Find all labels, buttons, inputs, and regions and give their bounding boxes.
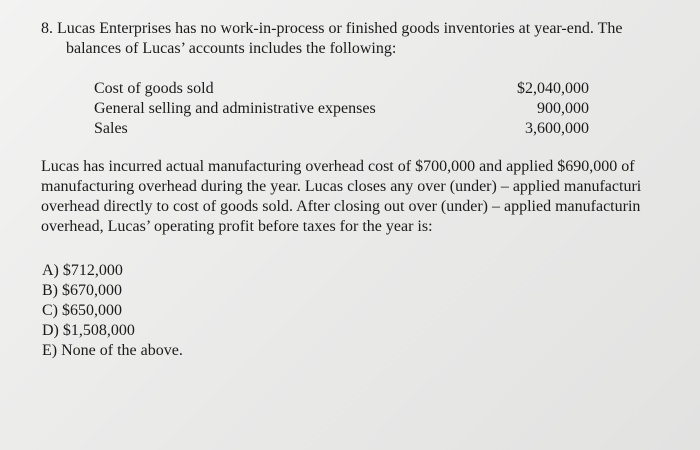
- account-value: 3,600,000: [525, 120, 589, 137]
- question-line-1: 8. Lucas Enterprises has no work-in-process or finished goods inventories at year-end. The: [41, 20, 623, 37]
- account-label: Cost of goods sold: [94, 80, 214, 97]
- option-b: B) $670,000: [42, 282, 122, 299]
- option-d: D) $1,508,000: [42, 322, 135, 339]
- option-a: A) $712,000: [42, 262, 123, 279]
- option-c: C) $650,000: [42, 302, 122, 319]
- account-label: Sales: [94, 120, 128, 137]
- paragraph-line: overhead, Lucas’ operating profit before taxes for the year is:: [41, 218, 433, 235]
- account-value: $2,040,000: [517, 80, 589, 97]
- option-e: E) None of the above.: [42, 342, 183, 359]
- paragraph-line: overhead directly to cost of goods sold. After closing out over (under) – applied manufacturin: [41, 198, 641, 215]
- paragraph-line: Lucas has incurred actual manufacturing overhead cost of $700,000 and applied $690,000 of: [41, 158, 635, 175]
- paragraph-line: manufacturing overhead during the year. Lucas closes any over (under) – applied manufacturi: [41, 178, 642, 195]
- question-line-2: balances of Lucas’ accounts includes the following:: [66, 40, 397, 57]
- account-label: General selling and administrative expenses: [94, 100, 376, 117]
- account-value: 900,000: [537, 100, 589, 117]
